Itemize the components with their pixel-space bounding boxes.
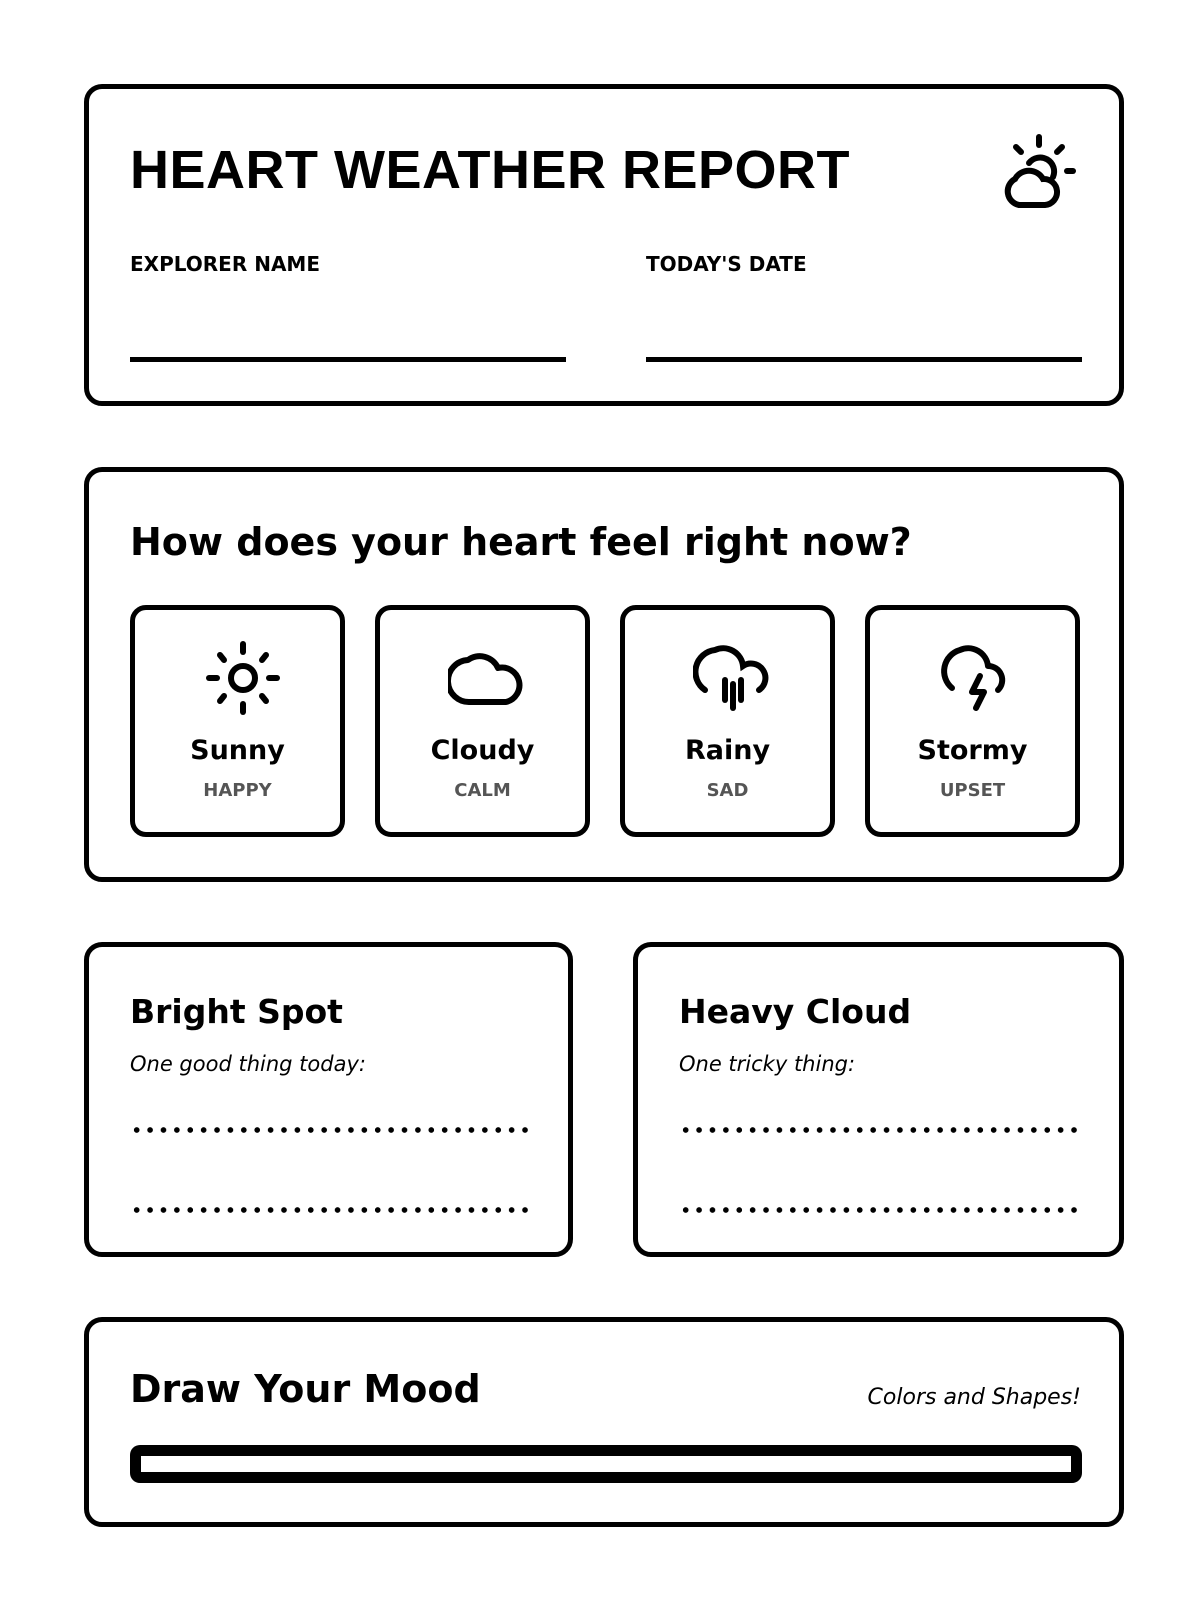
mood-feeling: HAPPY [203, 780, 272, 801]
mood-name: Sunny [190, 735, 285, 766]
mood-name: Cloudy [430, 735, 535, 766]
mood-feeling: UPSET [939, 780, 1006, 801]
draw-mood-card [84, 1317, 1124, 1527]
bright-spot-title: Bright Spot [130, 992, 343, 1031]
page-title: HEART WEATHER REPORT [130, 140, 850, 200]
storm-icon [938, 638, 1018, 718]
mood-name: Stormy [917, 735, 1028, 766]
bright-spot-prompt: One good thing today: [130, 1052, 366, 1076]
draw-mood-title: Draw Your Mood [130, 1367, 481, 1411]
feeling-question: How does your heart feel right now? [130, 520, 912, 564]
mood-name: Rainy [684, 735, 771, 766]
header-card [84, 84, 1124, 406]
heavy-cloud-line-1[interactable] [679, 1127, 1081, 1133]
mood-option-cloudy[interactable] [375, 605, 590, 837]
cloud-icon [448, 638, 528, 718]
mood-option-sunny[interactable] [130, 605, 345, 837]
sun-icon [203, 638, 283, 718]
explorer-name-field[interactable] [130, 357, 566, 362]
bright-spot-line-2[interactable] [130, 1207, 532, 1213]
heavy-cloud-card [633, 942, 1124, 1257]
mood-option-rainy[interactable] [620, 605, 835, 837]
date-label: TODAY'S DATE [646, 252, 807, 276]
heavy-cloud-title: Heavy Cloud [679, 992, 912, 1031]
rain-icon [693, 638, 773, 718]
drawing-area[interactable] [130, 1445, 1082, 1483]
bright-spot-card [84, 942, 573, 1257]
date-field[interactable] [646, 357, 1082, 362]
draw-mood-note: Colors and Shapes! [867, 1385, 1081, 1410]
partly-cloudy-icon [1001, 133, 1081, 213]
bright-spot-line-1[interactable] [130, 1127, 532, 1133]
mood-feeling: CALM [454, 780, 511, 801]
explorer-name-label: EXPLORER NAME [130, 252, 320, 276]
heavy-cloud-prompt: One tricky thing: [679, 1052, 856, 1076]
heavy-cloud-line-2[interactable] [679, 1207, 1081, 1213]
mood-feeling: SAD [706, 780, 749, 801]
feeling-card [84, 467, 1124, 882]
mood-option-stormy[interactable] [865, 605, 1080, 837]
